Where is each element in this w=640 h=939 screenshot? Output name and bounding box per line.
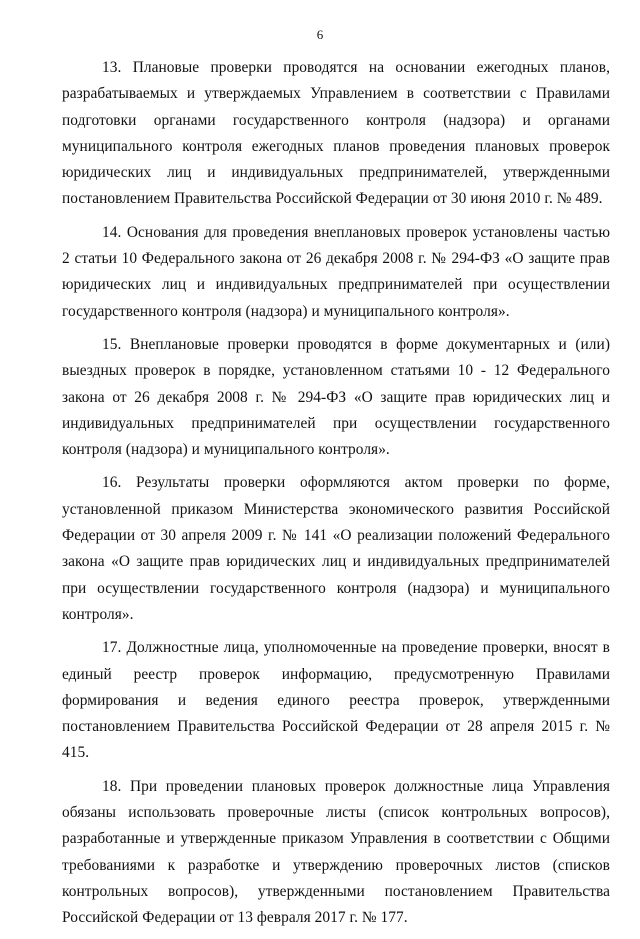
paragraph-16: 16. Результаты проверки оформляются актом проверки по форме, установленной приказом Министерства экономического развития Российской Федерации от 30 апреля 2009 г. № 141 «О реализации положений Федерального закона «О защите прав юридических лиц и индивидуальных предпринимателей при осуществлении государственного контроля (надзора) и муниципального контроля». — [62, 474, 610, 623]
paragraph-15: 15. Внеплановые проверки проводятся в форме документарных и (или) выездных проверок в порядке, установленном статьями 10 - 12 Федерального закона от 26 декабря 2008 г. № 294-ФЗ «О защите прав юридических лиц и индивидуальных предпринимателей при осуществлении государственного контроля (надзора) и муниципального контроля». — [62, 335, 610, 459]
document-body — [62, 55, 610, 939]
page-number: 6 — [316, 27, 324, 42]
paragraph-17: 17. Должностные лица, уполномоченные на проведение проверки, вносят в единый реестр проверок информацию, предусмотренную Правилами формирования и ведения единого реестра проверок, утвержденными постановлением Правительства Российской Федерации от 28 апреля 2015 г. № 415. — [62, 639, 610, 762]
paragraph-18: 18. При проведении плановых проверок должностные лица Управления обязаны использовать проверочные листы (список контрольных вопросов), разработанные и утвержденные приказом Управления в соответствии с Общими требованиями к разработке и утверждению проверочных листов (списков контрольных вопросов), утвержденными постановлением Правительства Российской Федерации от 13 февраля 2017 г. № 177. — [62, 777, 610, 927]
paragraph-13: 13. Плановые проверки проводятся на основании ежегодных планов, разрабатываемых и утверждаемых Управлением в соответствии с Правилами подготовки органами государственного контроля (надзора) и органами муниципального контроля ежегодных планов проведения плановых проверок юридических лиц и индивидуальных предпринимателей, утвержденными постановлением Правительства Российской Федерации от 30 июня 2010 г. № 489. — [62, 59, 610, 208]
paragraph-14: 14. Основания для проведения внеплановых проверок установлены частью 2 статьи 10 Федерального закона от 26 декабря 2008 г. № 294-ФЗ «О защите прав юридических лиц и индивидуальных предпринимателей при осуществлении государственного контроля (надзора) и муниципального контроля». — [62, 223, 610, 320]
